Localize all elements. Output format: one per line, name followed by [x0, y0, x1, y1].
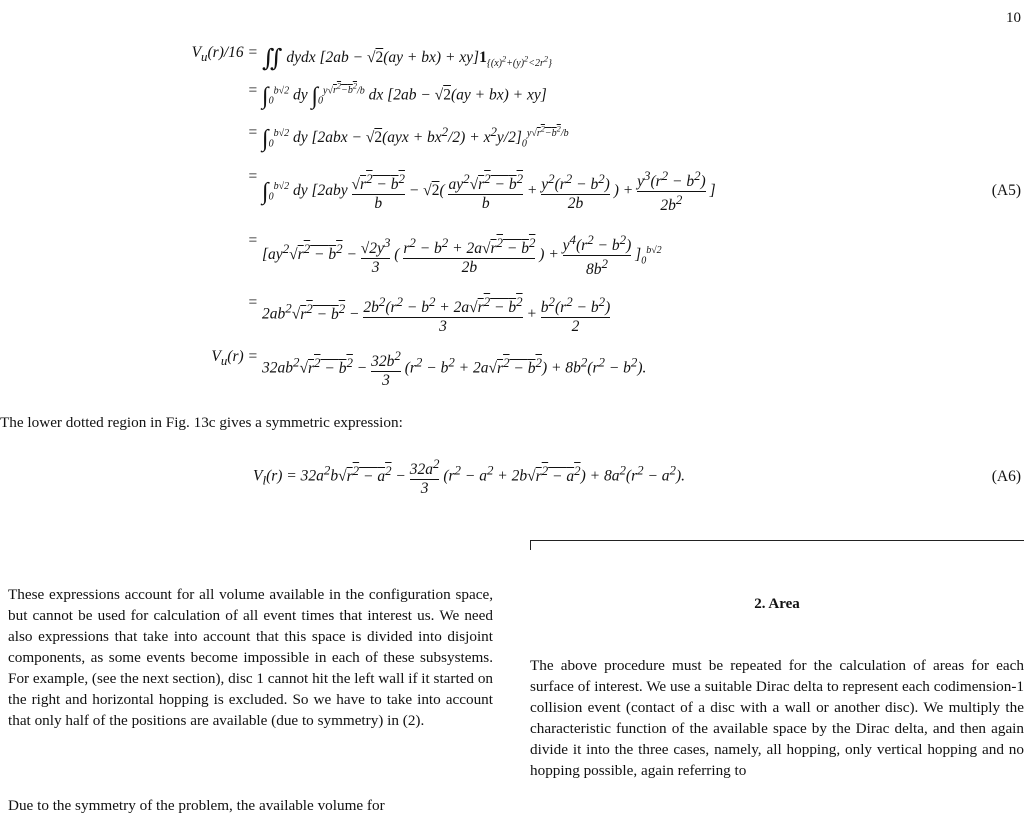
eq-a5-line5-rhs: [$ay^2√r^2 - b^2$ − $\frac{√2y^3}{3}$ ( $\frac{r^2 - b^2 + 2a√r^2 - b^2}{2b}$ ) + $\frac{y^4(r^2 - b^2)}{8b^2}$ ]$_0^{b√2}$: [262, 232, 662, 279]
eq-a5-line7-lhs: $V_u(r)$ =: [211, 348, 258, 369]
body-paragraph-right: The above procedure must be repeated for the calculation of areas for each surface of interest. We use a suitable Dirac delta to represent each codimension-1 collision event (contact of a disc with a wall or another disc). We multiply the characteristic function of the available space by the Dirac delta, and then again divide it into the three cases, namely, all hopping, only vertical hopping and no hopping possible, again referring to: [530, 657, 1024, 779]
eq-a5-line2-rhs: $\int_0^{b√2}$ dy $\int_0^{y√r^2-b^2/b}$ dx [2ab − √2(ay + bx) + xy]: [262, 82, 547, 110]
eq-a5-line3-rhs: $\int_0^{b√2}$ dy $[2abx - √2(ayx + bx^2/2) + x^2y/2]_0^{y√r^2-b^2/b}$: [262, 124, 569, 153]
eq-a5-line7-rhs: $32ab^2√r^2 - b^2$ − $\frac{32b^2}{3}$ $(r^2 - b^2 + 2a√r^2 - b^2) + 8b^2(r^2 - b^2)$.: [262, 348, 647, 390]
body-paragraph-left: These expressions account for all volume available in the configuration space, but cannot be used for calculation of all event times that interest us. We need also expressions that take into account that this space is divided into disjoint components, as some events become impossible in each of these subsystems. For example, (see the next section), disc 1 cannot hit the left wall if it started on the right and horizontal hopping is excluded. So we have to take into account that only half of the positions are available (due to symmetry) in (2).: [8, 586, 494, 729]
section-heading-area: 2. Area: [754, 596, 800, 612]
body-paragraph-left-2: Due to the symmetry of the problem, the available volume for: [8, 797, 385, 814]
column-rule: [530, 540, 1024, 541]
column-rule-tick: [530, 540, 531, 550]
eq-a5-line6-lhs: =: [247, 294, 258, 311]
equation-number-a5: (A5): [991, 182, 1021, 199]
page-number: 10: [1006, 10, 1021, 26]
eq-a5-line1-lhs: $V_u(r)/16$ =: [191, 44, 258, 65]
eq-a6-body: $V_l(r) = 32a^2b√r^2 - a^2$ − $\frac{32a^2}{3}$ $(r^2 - a^2 + 2b√r^2 - a^2) + 8a^2(r^2 - a^2)$.: [253, 456, 686, 498]
eq-a5-line1-rhs: ∬ dydx $[2ab - √2(ay + bx) + xy]1_{\{(x)^2+(y)^2<2r^2\}}$: [262, 46, 553, 72]
eq-a5-line4-lhs: =: [247, 168, 258, 185]
eq-a5-line5-lhs: =: [247, 232, 258, 249]
text-lower-region: The lower dotted region in Fig. 13c gives a symmetric expression:: [0, 414, 403, 431]
eq-a5-line2-lhs: =: [247, 82, 258, 99]
eq-a5-line3-lhs: =: [247, 124, 258, 141]
eq-a5-line6-rhs: $2ab^2√r^2 - b^2$ − $\frac{2b^2(r^2 - b^2 + 2a√r^2 - b^2}{3}$ + $\frac{b^2(r^2 - b^2)}{2}$: [262, 294, 611, 336]
equation-number-a6: (A6): [991, 468, 1021, 485]
eq-a5-line4-rhs: $\int_0^{b√2}$ dy [2aby $\frac{√r^2 - b^2}{b}$ − √2( $\frac{ay^2√r^2 - b^2}{b}$ + $\frac{y^2(r^2 - b^2)}{2b}$ ) + $\frac{y^3(r^2 - b^2)}{2b^2}$ ]: [262, 168, 716, 215]
